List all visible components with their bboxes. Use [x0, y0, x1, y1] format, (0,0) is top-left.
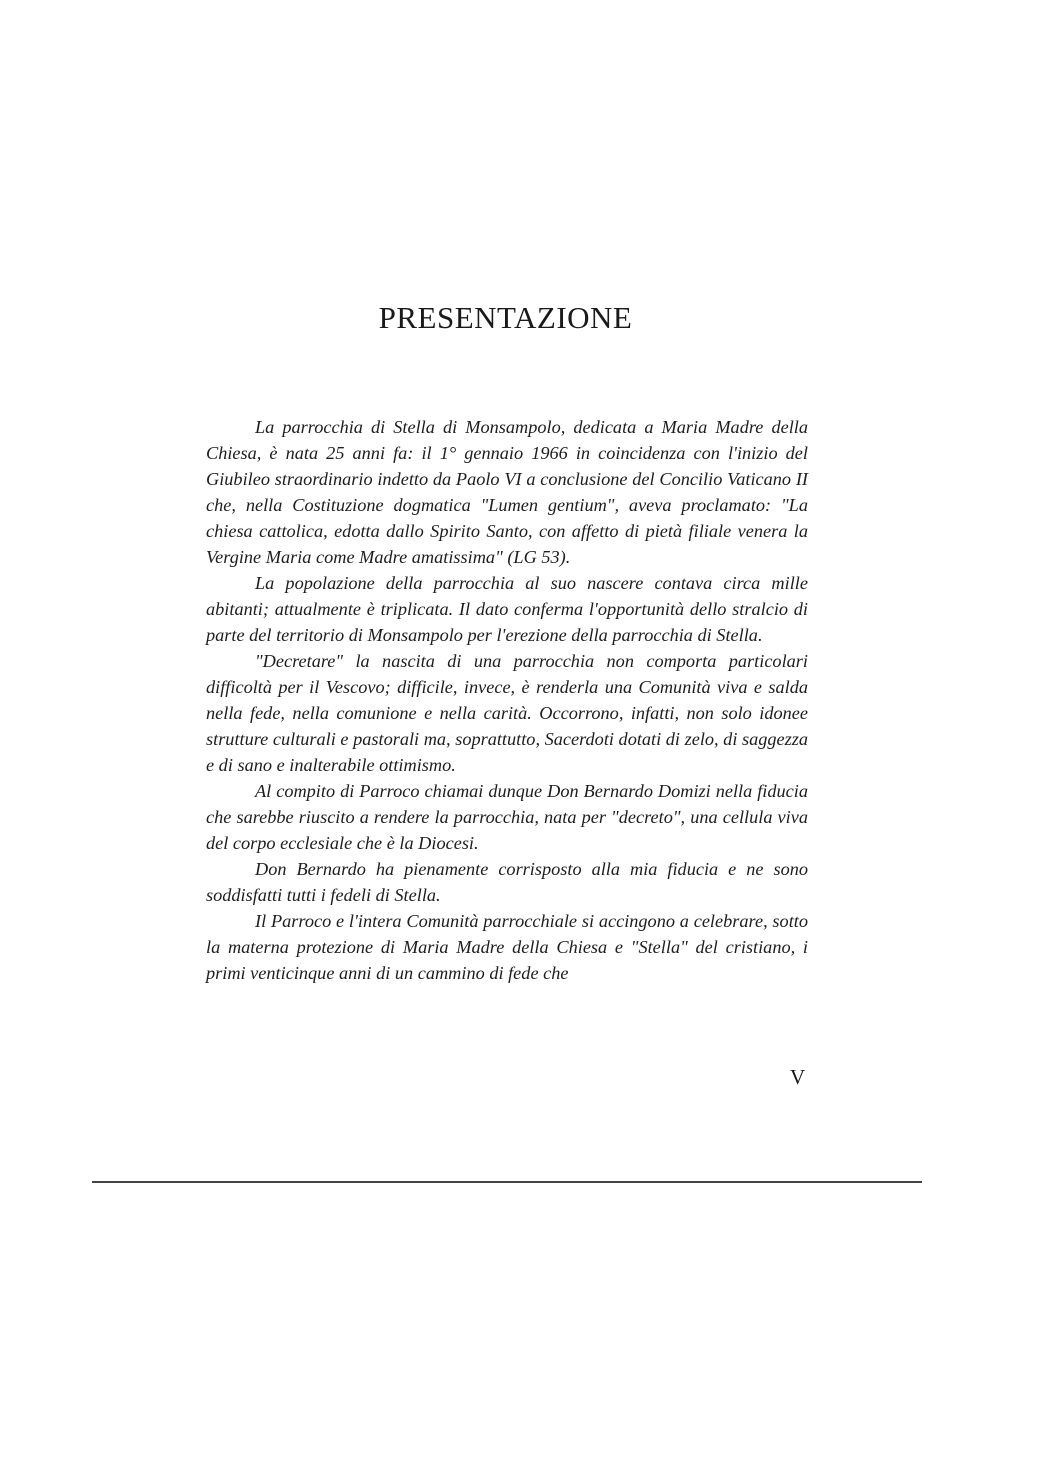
- body-text: [206, 414, 808, 986]
- page-title: PRESENTAZIONE: [378, 300, 633, 335]
- paragraph-1: La parrocchia di Stella di Monsampolo, dedicata a Maria Madre della Chiesa, è nata 25 anni fa: il 1° gennaio 1966 in coincidenza con l'inizio del Giubileo straordinario indetto da Paolo VI a conclusione del Concilio Vaticano II che, nella Costituzione dogmatica "Lumen gentium", aveva proclamato: "La chiesa cattolica, edotta dallo Spirito Santo, con affetto di pietà filiale venera la Vergine Maria come Madre amatissima" (LG 53).: [206, 417, 808, 567]
- paragraph-5: Don Bernardo ha pienamente corrisposto alla mia fiducia e ne sono soddisfatti tutti i fedeli di Stella.: [206, 859, 808, 905]
- paragraph-2: La popolazione della parrocchia al suo nascere contava circa mille abitanti; attualmente è triplicata. Il dato conferma l'opportunità dello stralcio di parte del territorio di Monsampolo per l'erezione della parrocchia di Stella.: [206, 573, 808, 645]
- paragraph-3: "Decretare" la nascita di una parrocchia non comporta particolari difficoltà per il Vescovo; difficile, invece, è renderla una Comunità viva e salda nella fede, nella comunione e nella carità. Occorrono, infatti, non solo idonee strutture culturali e pastorali ma, soprattutto, Sacerdoti dotati di zelo, di saggezza e di sano e inalterabile ottimismo.: [206, 651, 808, 775]
- horizontal-rule: [92, 1181, 922, 1183]
- paragraph-4: Al compito di Parroco chiamai dunque Don Bernardo Domizi nella fiducia che sarebbe riuscito a rendere la parrocchia, nata per "decreto", una cellula viva del corpo ecclesiale che è la Diocesi.: [206, 781, 808, 853]
- paragraph-6: Il Parroco e l'intera Comunità parrocchiale si accingono a celebrare, sotto la materna protezione di Maria Madre della Chiesa e "Stella" del cristiano, i primi venticinque anni di un cammino di fede che: [206, 911, 808, 983]
- page-number: V: [790, 1065, 806, 1089]
